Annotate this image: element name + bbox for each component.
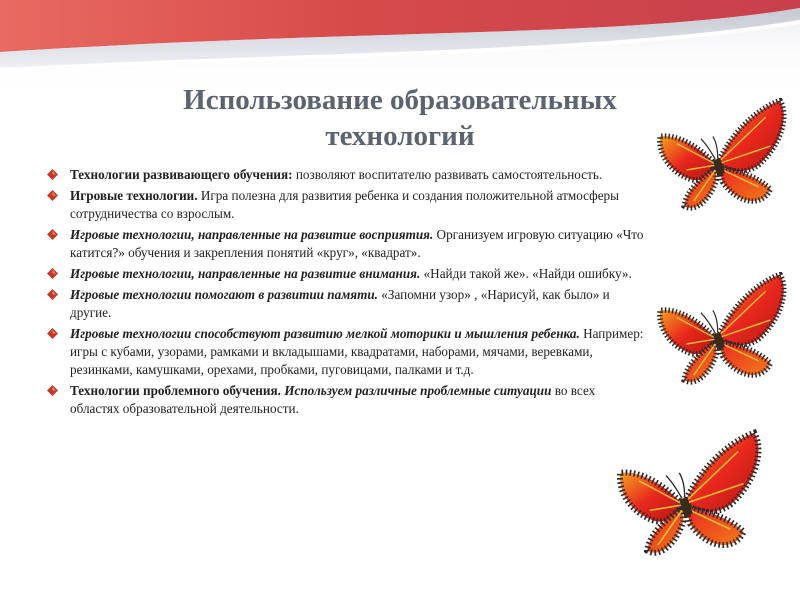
bullet-gem-icon (47, 328, 58, 339)
item-label: Игровые технологии, направленные на развитие внимания. (70, 266, 421, 281)
item-colon: : (288, 167, 293, 182)
list-item (47, 325, 647, 379)
list-item (47, 286, 647, 322)
list-item (47, 265, 647, 283)
bullet-gem-icon (47, 289, 58, 300)
list-item (47, 382, 647, 418)
list-item (47, 226, 647, 262)
item-text: Например: игры с кубами, узорами, рамками и вкладышами, квадратами, наборами, мячами, веревками, резинками, камушками, орехами, пробками, пуговицами, палками и т.д. (70, 326, 644, 377)
title-line-1: Использование образовательных (183, 84, 617, 116)
item-label: Игровые технологии помогают в развитии памяти. (70, 287, 378, 302)
butterfly-image (655, 98, 790, 218)
butterfly-image (615, 428, 765, 566)
slide-title (80, 82, 720, 154)
item-text-italic: Используем различные проблемные ситуации (280, 383, 552, 398)
header-decoration (0, 0, 800, 95)
bullet-gem-icon (47, 268, 58, 279)
technology-list (47, 166, 647, 421)
item-text: Организуем игровую ситуацию «Что катится?» обучения и закрепления понятий «круг», «квадрат». (70, 227, 644, 260)
butterfly-image (655, 272, 790, 392)
bullet-gem-icon (47, 385, 58, 396)
item-label: Игровые технологии. (70, 188, 198, 203)
item-text: во всех областях образовательной деятельности. (70, 383, 596, 416)
title-line-2: технологий (325, 120, 475, 152)
bullet-gem-icon (47, 229, 58, 240)
item-text: «Запомни узор» , «Нарисуй, как было» и другие. (70, 287, 610, 320)
bullet-gem-icon (47, 169, 58, 180)
item-text: Игра полезна для развития ребенка и создания положительной атмосферы сотрудничества со взрослым. (70, 188, 619, 221)
item-label: Технологии проблемного обучения. (70, 383, 281, 398)
item-label: Игровые технологии, направленные на развитие восприятия. (70, 227, 434, 242)
list-item (47, 187, 647, 223)
item-text: «Найди такой же». «Найди ошибку». (420, 266, 632, 281)
bullet-gem-icon (47, 190, 58, 201)
item-label: Игровые технологии способствуют развитию мелкой моторики и мышления ребенка. (70, 326, 580, 341)
list-item (47, 166, 647, 184)
item-label: Технологии развивающего обучения (70, 167, 289, 182)
item-text: позволяют воспитателю развивать самостоятельность. (292, 167, 603, 182)
